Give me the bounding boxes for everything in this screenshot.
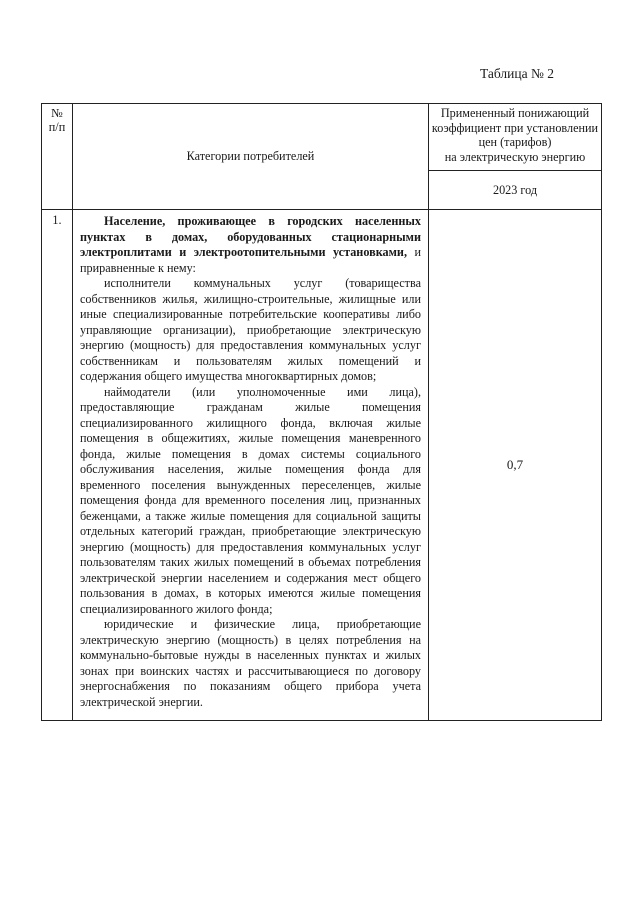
header-coef-line4: на электрическую энергию	[444, 149, 586, 164]
header-year: 2023 год	[429, 171, 602, 210]
header-coef-line1: Примененный понижающий	[440, 106, 590, 120]
table-title: Таблица № 2	[480, 66, 554, 81]
header-number	[42, 104, 73, 210]
tariff-table	[41, 103, 602, 721]
header-coef-line3: цен (тарифов)	[478, 135, 552, 149]
row-paragraph-3: юридические и физические лица, приобретающие электрическую энергию (мощность) в целях потребления на коммунально-бытовые нужды в населенных пунктах и жилых зонах при воинских частях и рассчитывающиеся по договору энергоснабжения по показаниям общего прибора учета электрической энергии.	[80, 617, 421, 709]
header-number-line2: п/п	[48, 120, 66, 134]
header-category: Категории потребителей	[73, 104, 429, 210]
row-lead-bold: Население, проживающее в городских населенных пунктах в домах, оборудованных стационарными электроплитами и электроотопительными установками,	[80, 214, 421, 259]
row-lead-plain: и приравненные к нему:	[80, 245, 421, 275]
header-coef-line2: коэффициент при установлении	[431, 120, 599, 135]
header-coefficient	[429, 104, 602, 171]
header-number-line1: №	[51, 106, 63, 120]
header-row	[42, 104, 602, 171]
row-paragraph-2: наймодатели (или уполномоченные ими лица), предоставляющие гражданам жилые помещения специализированного жилищного фонда, включая жилые помещения в общежитиях, жилые помещения маневренного фонда, жилые помещения в домах системы социального обслуживания населения, жилые помещения фонда для временного поселения вынужденных переселенцев, жилые помещения фонда для временного поселения лиц, признанных беженцами, а также жилые помещения для социальной защиты отдельных категорий граждан, приобретающие электрическую энергию (мощность) для предоставления коммунальных услуг пользователям таких жилых помещений в объемах потребления электрической энергии населением и содержания мест общего пользования в домах, в которых имеются жилые помещения специализированного жилого фонда;	[80, 384, 421, 616]
row-coefficient-value: 0,7	[429, 210, 602, 721]
row-description	[73, 210, 429, 721]
table-row	[42, 210, 602, 721]
row-lead	[80, 214, 421, 276]
row-number: 1.	[42, 210, 73, 721]
row-paragraph-1: исполнители коммунальных услуг (товарищества собственников жилья, жилищно-строительные, жилищные или иные специализированные потребительские кооперативы либо управляющие организации), приобретающие электрическую энергию (мощность) для предоставления коммунальных услуг собственникам и пользователям жилых помещений и содержания общего имущества многоквартирных домов;	[80, 276, 421, 383]
